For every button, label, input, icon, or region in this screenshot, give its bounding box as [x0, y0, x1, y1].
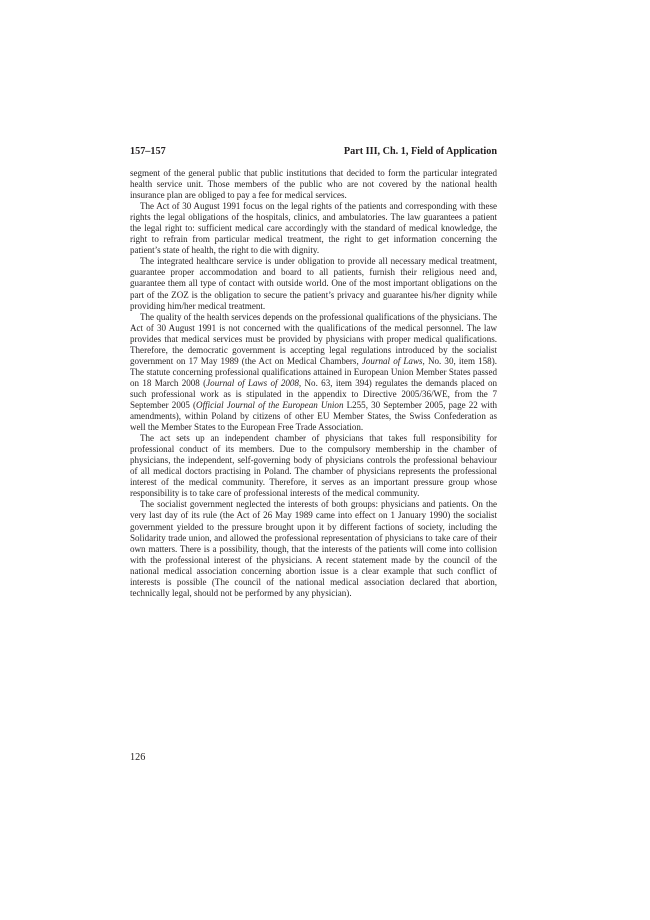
paragraph [130, 312, 497, 434]
italic-citation: Journal of Laws [361, 355, 423, 366]
page-number: 126 [130, 752, 146, 763]
paragraph [130, 201, 497, 256]
paragraph [130, 256, 497, 311]
text-run: , No. 63, item 394) regulates the demands placed on such professional work as is stipulated in the appendix to Directive 2005/36/WE, from the 7 September 2005 ( [130, 377, 498, 410]
paragraph [130, 499, 497, 598]
text-run: segment of the general public that public institutions that decided to form the particular integrated health service unit. Those members of the public who are not covered by the national health insurance plan are obliged to pay a fee for medical services. [130, 168, 497, 201]
body-text [130, 168, 497, 599]
italic-citation: Official Journal of the European Union [196, 399, 344, 410]
paragraph [130, 433, 497, 499]
margin-number-range: 157–157 [130, 146, 166, 157]
chapter-title: Part III, Ch. 1, Field of Application [343, 146, 497, 157]
text-run: The quality of the health services depends on the professional qualifications of the physicians. The Act of 30 August 1991 is not concerned with the qualifications of the medical personnel. The law provides that medical services must be provided by physicians with proper medical qualifications. Therefore, the democratic government is accepting legal regulations introduced by the socialist government on 17 May 1989 (the Act on Medical Chambers, [130, 311, 497, 366]
text-run: , No. 30, item 158). The statute concerning professional qualifications attained in European Union Member States passed on 18 March 2008 ( [130, 355, 497, 388]
text-run: The act sets up an independent chamber of physicians that takes full responsibility for professional conduct of its members. Due to the compulsory membership in the chamber of physicians, the independent, self-governing body of physicians controls the professional behaviour of all medical doctors practising in Poland. The chamber of physicians represents the professional interest of the medical community. Therefore, it serves as an important pressure group whose responsibility is to take care of professional interests of the medical community. [130, 433, 497, 499]
text-run: The socialist government neglected the interests of both groups: physicians and patients. On the very last day of its rule (the Act of 26 May 1989 came into effect on 1 January 1990) the socialist government yielded to the pressure brought upon it by different factions of society, including the Solidarity trade union, and allowed the professional representation of physicians to take care of their own matters. There is a possibility, though, that the interests of the patients will come into collision with the professional interest of the physicians. A recent statement made by the council of the national medical association concerning abortion issue is a clear example that such conflict of interests is possible (The council of the national medical association declared that abortion, technically legal, should not be performed by any physician). [130, 499, 497, 598]
text-run: The integrated healthcare service is under obligation to provide all necessary medical treatment, guarantee proper accommodation and board to all patients, furnish their religious need and, guarantee them all type of contact with outside world. One of the most important obligations on the part of the ZOZ is the obligation to secure the patient’s privacy and guarantee his/her dignity while providing him/her medical treatment. [130, 256, 497, 311]
italic-citation: Journal of Laws of 2008 [206, 377, 299, 388]
text-run: L255, 30 September 2005, page 22 with amendments), within Poland by citizens of other EU Member States, the Swiss Confederation as well the Member States to the European Free Trade Association. [130, 399, 497, 433]
paragraph [130, 168, 497, 201]
text-run: The Act of 30 August 1991 focus on the legal rights of the patients and corresponding with these rights the legal obligations of the hospitals, clinics, and ambulatories. The law guarantees a patient the legal right to: sufficient medical care accordingly with the standard of medical knowledge, the right to refrain from particular medical treatment, the right to get information concerning the patient’s state of health, the right to die with dignity. [130, 201, 497, 256]
running-header [130, 145, 497, 158]
